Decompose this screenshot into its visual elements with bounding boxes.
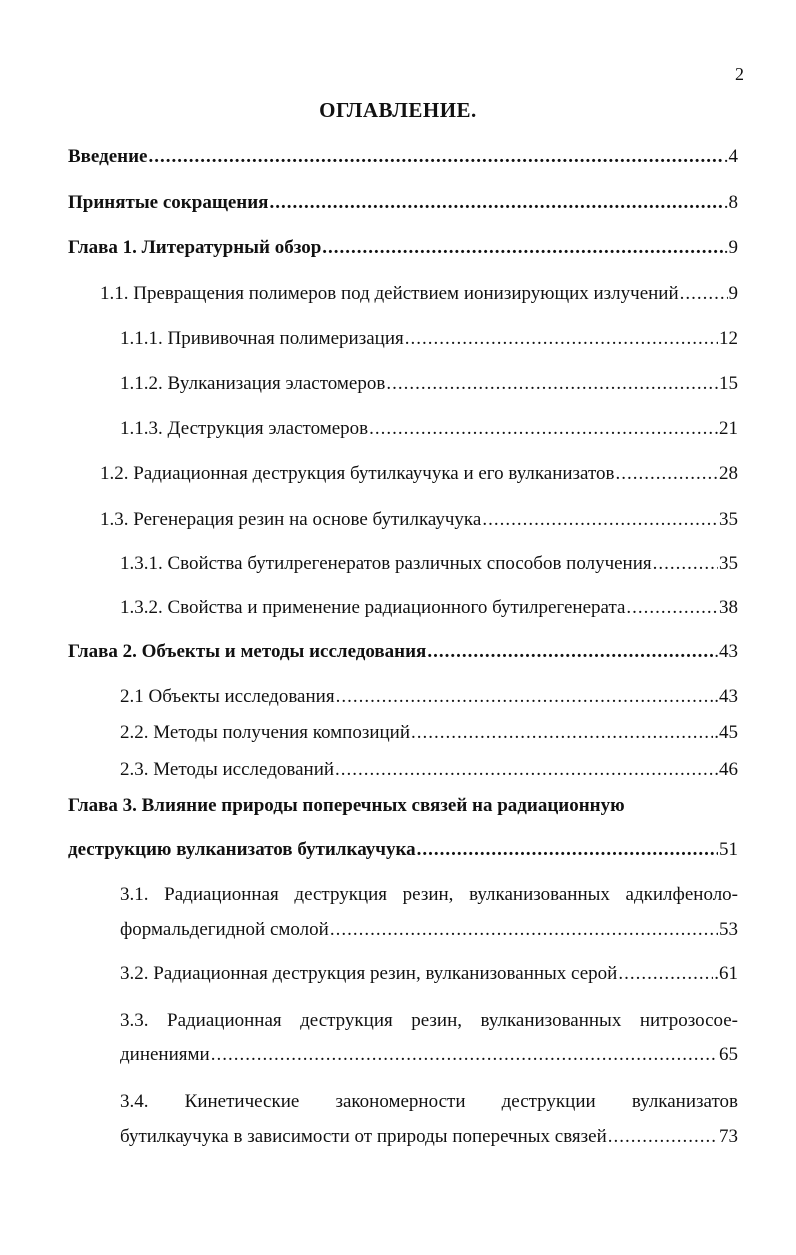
toc-entry-1-1-1 xyxy=(120,327,738,351)
toc-entry-3-2 xyxy=(120,962,738,986)
toc-page: 38 xyxy=(719,597,738,618)
toc-label: 3.2. Радиационная деструкция резин, вулканизованных серой xyxy=(120,963,618,984)
toc-entry-3-4 xyxy=(120,1125,738,1149)
toc-label: Принятые сокращения xyxy=(68,192,269,213)
toc-leader xyxy=(149,145,723,169)
toc-label: 2.1 Объекты исследования xyxy=(120,686,335,707)
toc-entry-1-3-1 xyxy=(120,552,738,576)
toc-entry-chapter-2 xyxy=(68,640,738,664)
toc-entry-3-4-line-1: 3.4. Кинетические закономерности деструкции вулканизатов xyxy=(120,1091,738,1112)
toc-page: 35 xyxy=(719,553,738,574)
toc-page: .9 xyxy=(723,237,738,258)
toc-entry-3-1 xyxy=(120,918,738,942)
toc-label: 1.1. Превращения полимеров под действием ионизирующих излучений xyxy=(100,283,679,304)
toc-leader xyxy=(427,640,713,664)
toc-leader xyxy=(626,596,718,620)
toc-label: 1.3.1. Свойства бутилрегенератов различных способов получения xyxy=(120,553,652,574)
toc-label: бутилкаучука в зависимости от природы поперечных связей xyxy=(120,1126,607,1147)
toc-label: 1.1.1. Прививочная полимеризация xyxy=(120,328,404,349)
toc-entry-1-3-2 xyxy=(120,596,738,620)
toc-leader xyxy=(680,282,728,306)
toc-page: 9 xyxy=(728,283,738,304)
toc-leader xyxy=(618,962,713,986)
toc-leader xyxy=(369,417,718,441)
toc-entry-intro xyxy=(68,145,738,169)
toc-entry-1-1-2 xyxy=(120,372,738,396)
toc-leader xyxy=(322,236,722,260)
toc-leader xyxy=(386,372,718,396)
toc-page: .45 xyxy=(714,722,738,743)
toc-page: 65 xyxy=(719,1044,738,1065)
toc-page: .61 xyxy=(714,963,738,984)
toc-label: Введение xyxy=(68,146,148,167)
toc-leader xyxy=(653,552,718,576)
toc-entry-3-1-line-1: 3.1. Радиационная деструкция резин, вулканизованных адкилфеноло- xyxy=(120,884,738,905)
toc-page: 35 xyxy=(719,509,738,530)
toc-leader xyxy=(616,462,718,486)
toc-leader xyxy=(336,685,714,709)
toc-page: 51 xyxy=(719,839,738,860)
toc-label: Глава 1. Литературный обзор xyxy=(68,237,322,258)
page-number: 2 xyxy=(735,64,744,84)
toc-entry-chapter-3-line-1: Глава 3. Влияние природы поперечных связей на радиационную xyxy=(68,795,625,816)
toc-page: .43 xyxy=(714,686,738,707)
toc-entry-chapter-1 xyxy=(68,236,738,260)
toc-entry-2-3 xyxy=(120,758,738,782)
toc-label: 1.3. Регенерация резин на основе бутилкаучука xyxy=(100,509,482,530)
toc-leader xyxy=(482,508,718,532)
toc-page: .8 xyxy=(723,192,738,213)
toc-page: 28 xyxy=(719,463,738,484)
toc-page: 53 xyxy=(719,919,738,940)
toc-entry-2-2 xyxy=(120,721,738,745)
toc-label: Глава 2. Объекты и методы исследования xyxy=(68,641,427,662)
toc-label: динениями xyxy=(120,1044,210,1065)
toc-leader xyxy=(330,918,718,942)
toc-page: .43 xyxy=(714,641,738,662)
page-title: ОГЛАВЛЕНИЕ. xyxy=(319,98,477,122)
toc-page: 12 xyxy=(719,328,738,349)
toc-entry-chapter-3 xyxy=(68,838,738,862)
toc-entry-1-1-3 xyxy=(120,417,738,441)
toc-label: 1.3.2. Свойства и применение радиационного бутилрегенерата xyxy=(120,597,626,618)
toc-label: 1.2. Радиационная деструкция бутилкаучука и его вулканизатов xyxy=(100,463,615,484)
toc-entry-3-3 xyxy=(120,1043,738,1067)
toc-leader xyxy=(411,721,713,745)
toc-page: .4 xyxy=(723,146,738,167)
toc-leader xyxy=(269,191,722,215)
toc-page: 15 xyxy=(719,373,738,394)
toc-label: формальдегидной смолой xyxy=(120,919,329,940)
toc-leader xyxy=(417,838,718,862)
toc-entry-1-2 xyxy=(100,462,738,486)
toc-label: 2.2. Методы получения композиций xyxy=(120,722,411,743)
toc-entry-1-1 xyxy=(100,282,738,306)
toc-leader xyxy=(335,758,713,782)
toc-entry-3-3-line-1: 3.3. Радиационная деструкция резин, вулканизованных нитрозосое- xyxy=(120,1010,738,1031)
toc-entry-2-1 xyxy=(120,685,738,709)
toc-page: 73 xyxy=(719,1126,738,1147)
toc-page: .46 xyxy=(714,759,738,780)
toc-leader xyxy=(608,1125,718,1149)
toc-label: деструкцию вулканизатов бутилкаучука xyxy=(68,839,416,860)
toc-label: 1.1.2. Вулканизация эластомеров xyxy=(120,373,386,394)
toc-label: 2.3. Методы исследований xyxy=(120,759,335,780)
toc-page: 21 xyxy=(719,418,738,439)
toc-label: 1.1.3. Деструкция эластомеров xyxy=(120,418,369,439)
toc-entry-1-3 xyxy=(100,508,738,532)
toc-leader xyxy=(211,1043,718,1067)
toc-leader xyxy=(405,327,718,351)
toc-entry-abbreviations xyxy=(68,191,738,215)
